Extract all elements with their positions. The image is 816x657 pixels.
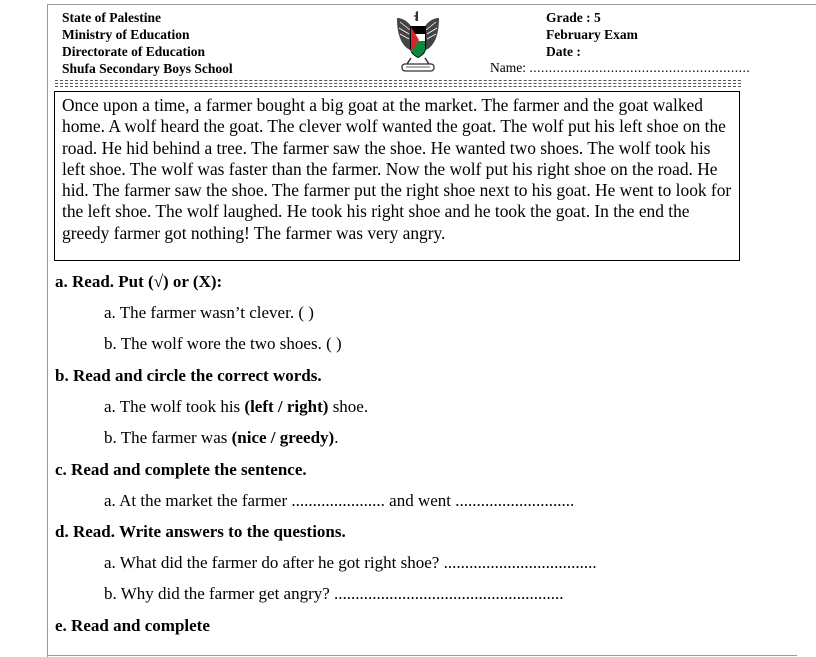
name-dots: ......................................................... (529, 60, 751, 75)
item-text: At the market the farmer ...................... and went ............................ (119, 491, 575, 510)
item-text: The wolf wore the two shoes. ( ) (120, 334, 342, 353)
question-a-heading (55, 272, 222, 292)
name-field[interactable] (490, 60, 750, 76)
item-text: The farmer wasn’t clever. ( ) (119, 303, 314, 322)
question-e-heading (55, 616, 210, 636)
question-b-item-a (104, 397, 368, 417)
item-letter: b. (104, 334, 117, 353)
header-grade: Grade : 5 (546, 10, 601, 25)
item-letter: b. (104, 584, 117, 603)
question-c-item-a[interactable] (104, 491, 574, 511)
question-d-title: Read. Write answers to the questions. (72, 522, 346, 541)
item-letter: a. (104, 553, 116, 572)
item-choice[interactable]: (nice / greedy) (231, 428, 335, 447)
question-b-title: Read and circle the correct words. (72, 366, 322, 385)
palestine-eagle-emblem-icon (395, 8, 441, 74)
item-text-pre: The wolf took his (119, 397, 245, 416)
item-letter: a. (104, 303, 116, 322)
question-a-letter: a. (55, 272, 68, 291)
item-choice[interactable]: (left / right) (244, 397, 329, 416)
story-box (54, 91, 740, 261)
item-text-post: . (334, 428, 339, 447)
question-c-title: Read and complete the sentence. (71, 460, 307, 479)
name-label: Name: (490, 60, 526, 75)
separator-line-middle (55, 83, 741, 84)
page-left-border (47, 4, 48, 657)
header-date: Date : (546, 44, 581, 59)
question-e-title: Read and complete (71, 616, 210, 635)
item-text: What did the farmer do after he got right shoe? .................................... (119, 553, 597, 572)
separator-line-bottom (55, 86, 741, 87)
question-c-letter: c. (55, 460, 67, 479)
question-a-item-a (104, 303, 314, 323)
header-directorate: Directorate of Education (62, 44, 205, 59)
question-d-letter: d. (55, 522, 69, 541)
question-d-heading (55, 522, 346, 542)
separator-line-top (55, 80, 741, 81)
header-ministry: Ministry of Education (62, 27, 190, 42)
page-top-border (47, 4, 816, 5)
header-left (62, 9, 233, 77)
item-text-post: shoe. (328, 397, 369, 416)
question-b-heading (55, 366, 322, 386)
question-e-letter: e. (55, 616, 67, 635)
question-a-item-b (104, 334, 342, 354)
item-letter: b. (104, 428, 117, 447)
header-right (546, 9, 638, 60)
item-text: Why did the farmer get angry? ...................................................... (120, 584, 564, 603)
question-d-item-b[interactable] (104, 584, 564, 604)
question-b-item-b (104, 428, 338, 448)
item-letter: a. (104, 491, 116, 510)
question-d-item-a[interactable] (104, 553, 597, 573)
question-c-heading (55, 460, 307, 480)
story-text: Once upon a time, a farmer bought a big goat at the market. The farmer and the goat walked home. A wolf heard the goat. The clever wolf wanted the goat. The wolf put his left shoe on the road. He hid behind a tree. The farmer saw the shoe. He wanted two shoes. The wolf took his left shoe. The wolf was faster than the farmer. Now the wolf put his right shoe on the road. He hid. The farmer saw the shoe. The farmer put the right shoe next to his goat. He went to look for the left shoe. The wolf laughed. He took his right shoe and he took the goat. In the end the greedy farmer got nothing! The farmer was very angry. (62, 95, 732, 243)
header-state: State of Palestine (62, 10, 161, 25)
header-exam: February Exam (546, 27, 638, 42)
item-letter: a. (104, 397, 116, 416)
question-a-title: Read. Put (√) or (X): (72, 272, 223, 291)
item-text-pre: The farmer was (120, 428, 232, 447)
header-school: Shufa Secondary Boys School (62, 61, 233, 76)
page-bottom-border (47, 655, 797, 656)
question-b-letter: b. (55, 366, 69, 385)
